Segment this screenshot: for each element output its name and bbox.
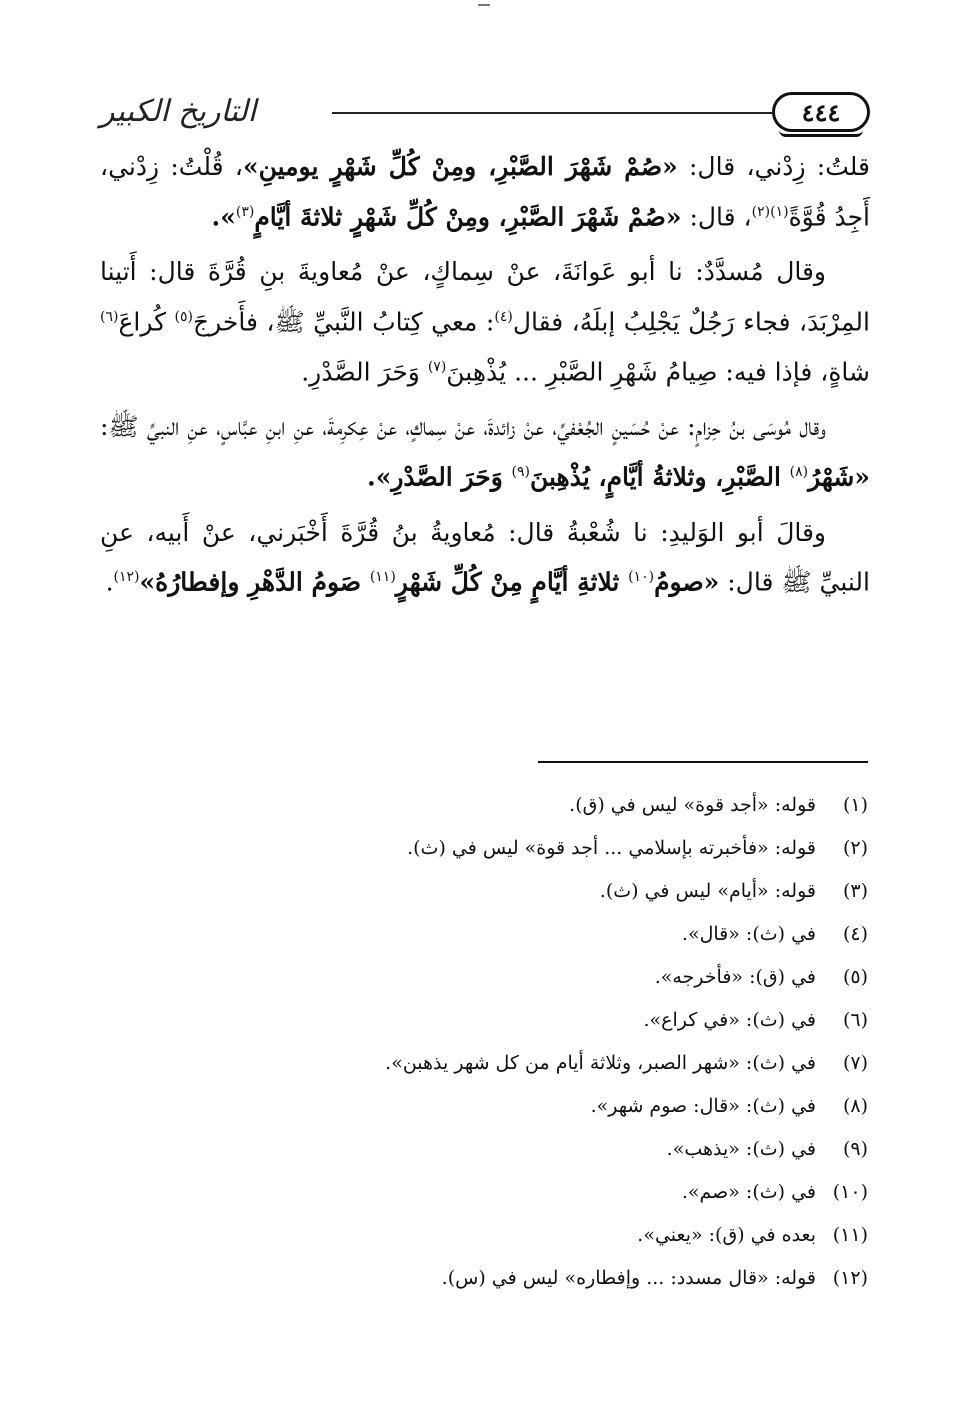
footnote-text: قوله: «أجد قوة» ليس في (ق).: [569, 794, 816, 816]
footnote-marker: (٧): [427, 358, 447, 375]
hadith-text: صَومُ الدَّهْرِ وإفطارُهُ»: [139, 567, 370, 597]
footnote-marker: (٦): [100, 308, 119, 325]
footnote-number: (١٠): [832, 1181, 868, 1203]
footnote-text: في (ث): «في كراع».: [643, 1009, 816, 1031]
footnote: [100, 1085, 868, 1128]
footnote: [100, 1171, 868, 1214]
footnote-text: بعده في (ق): «يعني».: [637, 1224, 816, 1246]
hadith-text: «شَهْرُ: [808, 462, 870, 492]
footnote-text: في (ث): «صم».: [681, 1181, 816, 1203]
paragraph: [100, 144, 870, 239]
footnote: [100, 870, 868, 913]
hadith-text: ثلاثةِ أيَّامٍ مِنْ كُلِّ شَهْرٍ: [395, 567, 629, 597]
footnote-number: (٢): [842, 837, 868, 859]
footnote-number: (٥): [842, 966, 868, 988]
footnote-text: في (ث): «قال».: [681, 923, 816, 945]
narration-text: ، قُلْتُ: زِدْني، أَجِدُ قُوَّةً: [100, 152, 870, 231]
footnote: [100, 1257, 868, 1300]
footnote: [100, 827, 868, 870]
footnote: [100, 1128, 868, 1171]
narration-text: وقال مُسدَّدٌ: نا أبو عَوانَةَ، عنْ سِماكٍ، عنْ مُعاويةَ بنِ قُرَّةَ قال: أَتينا المِرْبَدَ، فجاء رَجُلٌ يَجْلِبُ إبلَهُ، فقال: [100, 257, 870, 337]
narration-text: كُراعَ: [118, 307, 175, 337]
footnote-marker: (٨): [789, 463, 809, 480]
footnote-text: قوله: «قال مسدد: ... وإفطاره» ليس في (س).: [441, 1267, 816, 1289]
hadith-text: وَحَرَ الصَّدْرِ».: [366, 462, 512, 492]
footnote-number: (٣): [842, 880, 868, 902]
footnote-text: قوله: «فأخبرته بإسلامي ... أجد قوة» ليس في (ث).: [407, 837, 816, 859]
footnote-number: (٩): [842, 1138, 868, 1160]
footnote-text: قوله: «أيام» ليس في (ث).: [599, 880, 816, 902]
footnote-text: في (ث): «يذهب».: [666, 1138, 816, 1160]
footnote-number: (٨): [842, 1095, 868, 1117]
footnote-marker: (٣): [235, 203, 255, 220]
paragraph: [100, 249, 870, 394]
footnote-marker: (٩): [511, 463, 530, 480]
footnote-number: (١١): [832, 1224, 868, 1246]
footnote: [100, 1214, 868, 1257]
footnote-marker: (١١): [369, 569, 396, 586]
page-number: ٤٤٤: [772, 92, 870, 132]
scan-mark: [478, 4, 490, 6]
hadith-text: ».: [211, 201, 236, 231]
narration-text: شاةٍ، فإذا فيه: صِيامُ شَهْرِ الصَّبْرِ ... يُذْهِبنَ: [446, 356, 870, 386]
narration-text: قلتُ: زِدْني، قال:: [677, 152, 871, 181]
narration-text: : معي كِتابُ النَّبيِّ ﷺ، فأَخرجَ: [192, 307, 495, 337]
footnote-marker: (١)(٢): [751, 203, 789, 220]
footnote-marker: (١٢): [113, 569, 140, 586]
main-text: [100, 144, 870, 615]
footnote-number: (٤): [842, 923, 868, 945]
footnote-separator: [538, 761, 868, 763]
footnote: [100, 784, 868, 827]
footnote-number: (٧): [842, 1052, 868, 1074]
footnote: [100, 999, 868, 1042]
footnote-text: في (ث): «قال: صوم شهر».: [590, 1095, 816, 1117]
book-title: التاريخ الكبير: [100, 94, 257, 129]
footnote-marker: (٥): [174, 308, 193, 325]
footnote-number: (١٢): [832, 1267, 868, 1289]
hadith-text: «صُمْ شَهْرَ الصَّبْرِ، ومِنْ كُلِّ شَهْرٍ يومينِ»: [242, 152, 678, 181]
footnote-marker: (١٠): [628, 569, 655, 586]
footnote-number: (١): [842, 794, 868, 816]
footnotes-list: [100, 784, 868, 1300]
running-header: [100, 92, 870, 140]
narration-text: ، قال:: [681, 201, 752, 231]
paragraph: [100, 404, 870, 499]
hadith-text: «صومُ: [654, 567, 720, 597]
footnote-text: في (ث): «شهر الصبر، وثلاثة أيام من كل شهر يذهبن».: [385, 1052, 816, 1074]
narration-text: وقالَ أبو الوَليدِ: نا شُعْبةُ قال: مُعاويةُ بنُ قُرَّةَ أَخْبَرني، عنْ أَبيه، عنِ النبيِّ ﷺ قال:: [100, 517, 870, 597]
narration-text: وقال مُوسَى بنُ حِزامٍ: عنْ حُسَينٍ الجُعْفيِّ، عنْ زائدةَ، عنْ سِماكٍ، عنْ عِكرِمةَ، عنِ ابنِ عبَّاسٍ، عنِ النبيِّ ﷺ:: [100, 412, 826, 442]
footnote-number: (٦): [842, 1009, 868, 1031]
narration-text: وَحَرَ الصَّدْرِ.: [301, 356, 428, 386]
header-rule: [332, 112, 772, 114]
hadith-text: الصَّبْرِ، وثلاثةُ أيَّامٍ، يُذْهِبنَ: [529, 462, 790, 492]
hadith-text: «صُمْ شَهْرَ الصَّبْرِ، ومِنْ كُلِّ شَهْرٍ ثلاثةَ أيَّامٍ: [254, 201, 682, 231]
footnote-text: في (ق): «فأخرجه».: [654, 966, 816, 988]
footnote: [100, 1042, 868, 1085]
footnote: [100, 913, 868, 956]
footnote-marker: (٤): [494, 308, 513, 325]
paragraph: [100, 510, 870, 605]
footnote: [100, 956, 868, 999]
narration-text: .: [105, 567, 114, 597]
